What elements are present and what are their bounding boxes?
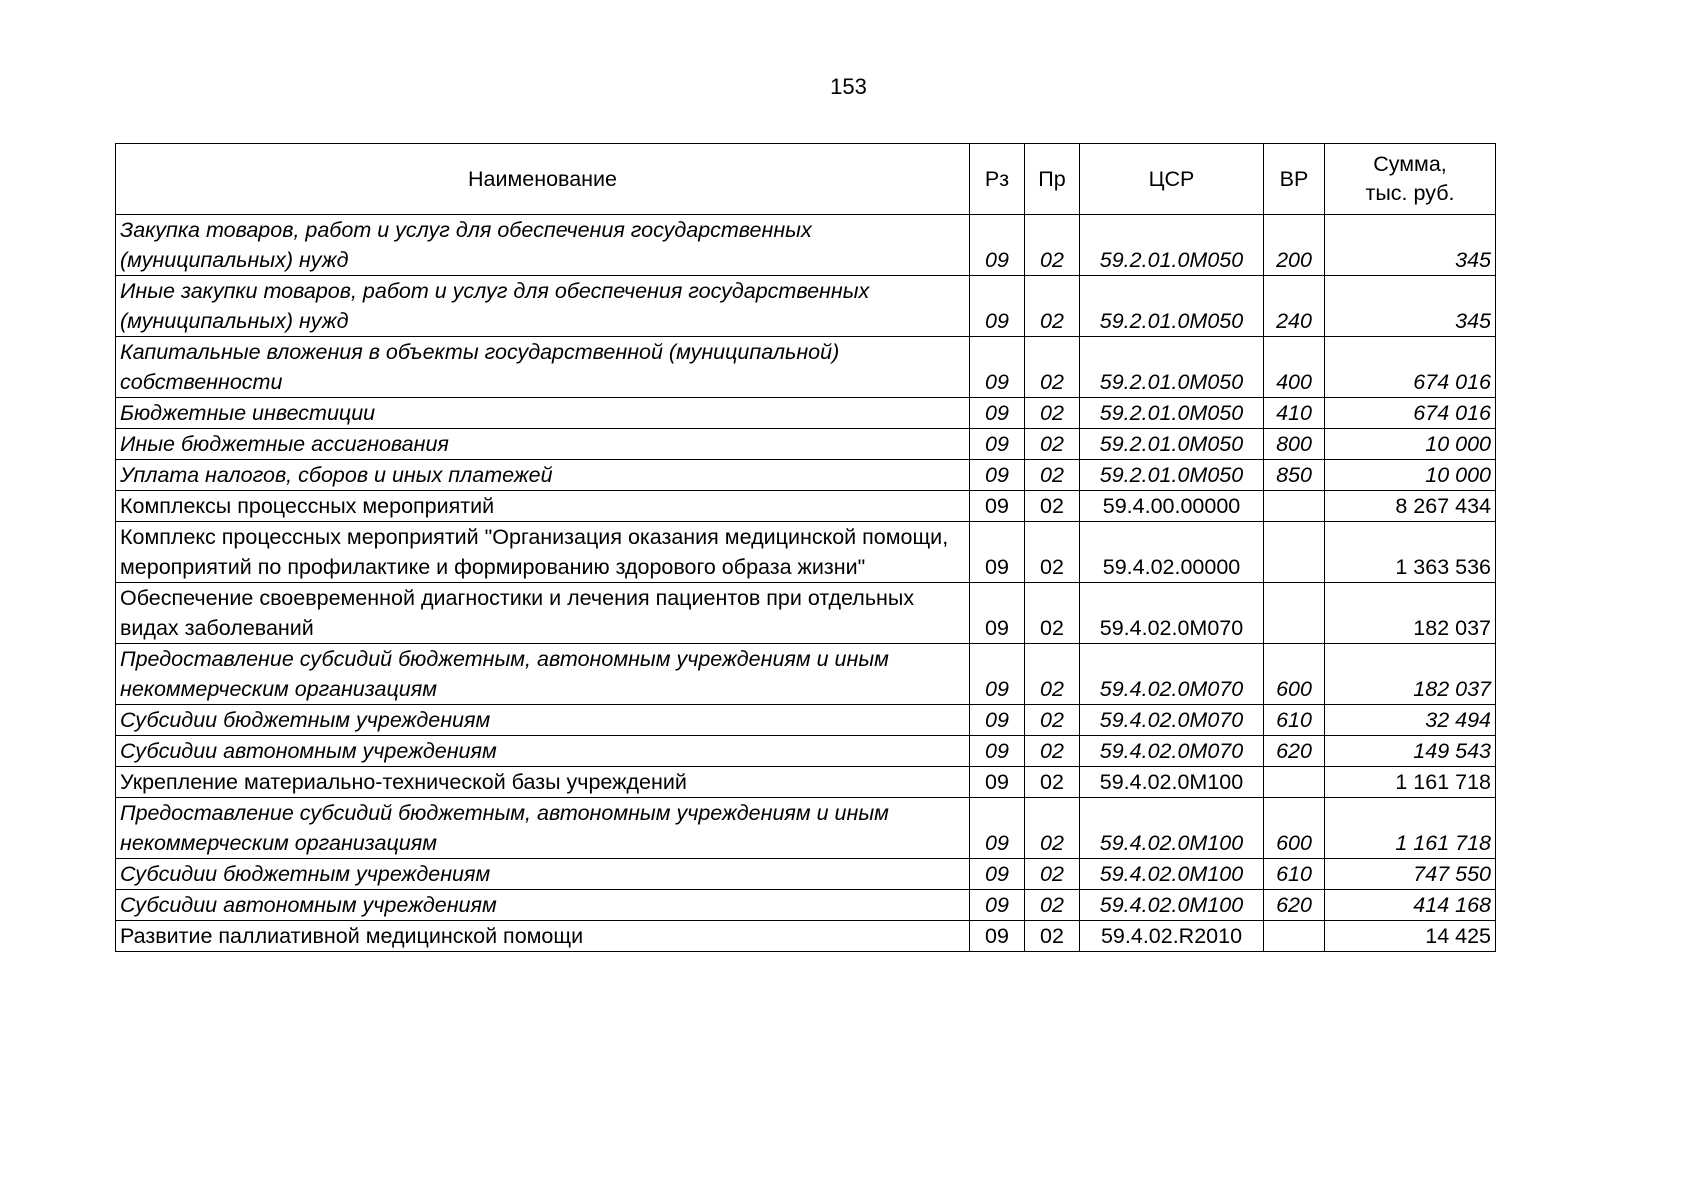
cell-rz: 09 — [970, 522, 1025, 583]
cell-pr: 02 — [1025, 337, 1080, 398]
cell-rz: 09 — [970, 337, 1025, 398]
cell-csr: 59.4.00.00000 — [1080, 491, 1264, 522]
cell-rz: 09 — [970, 921, 1025, 952]
cell-csr: 59.4.02.0М100 — [1080, 798, 1264, 859]
cell-vr: 600 — [1264, 644, 1325, 705]
cell-pr: 02 — [1025, 736, 1080, 767]
table-row — [116, 890, 1496, 921]
table-row — [116, 429, 1496, 460]
cell-vr: 400 — [1264, 337, 1325, 398]
table-row — [116, 337, 1496, 398]
cell-rz: 09 — [970, 736, 1025, 767]
cell-csr: 59.2.01.0М050 — [1080, 215, 1264, 276]
table-row — [116, 583, 1496, 644]
header-rz: Рз — [970, 144, 1025, 215]
table-row — [116, 398, 1496, 429]
table-body — [116, 215, 1496, 952]
cell-sum: 345 — [1325, 276, 1496, 337]
cell-rz: 09 — [970, 798, 1025, 859]
cell-sum: 345 — [1325, 215, 1496, 276]
cell-name: Иные бюджетные ассигнования — [116, 429, 970, 460]
table-header — [116, 144, 1496, 215]
cell-vr: 600 — [1264, 798, 1325, 859]
table-row — [116, 859, 1496, 890]
budget-table — [115, 143, 1496, 952]
cell-vr: 240 — [1264, 276, 1325, 337]
cell-rz: 09 — [970, 460, 1025, 491]
cell-pr: 02 — [1025, 921, 1080, 952]
cell-name: Предоставление субсидий бюджетным, автономным учреждениям и иным некоммерческим организациям — [116, 798, 970, 859]
table-row — [116, 798, 1496, 859]
table-row — [116, 921, 1496, 952]
cell-csr: 59.2.01.0М050 — [1080, 398, 1264, 429]
cell-csr: 59.4.02.0М100 — [1080, 859, 1264, 890]
cell-pr: 02 — [1025, 276, 1080, 337]
cell-pr: 02 — [1025, 491, 1080, 522]
cell-sum: 14 425 — [1325, 921, 1496, 952]
header-sum-line2: тыс. руб. — [1365, 181, 1455, 205]
table-row — [116, 460, 1496, 491]
cell-vr: 850 — [1264, 460, 1325, 491]
cell-sum: 8 267 434 — [1325, 491, 1496, 522]
table-row — [116, 705, 1496, 736]
cell-sum: 674 016 — [1325, 337, 1496, 398]
header-row — [116, 144, 1496, 215]
cell-sum: 414 168 — [1325, 890, 1496, 921]
cell-vr: 200 — [1264, 215, 1325, 276]
cell-name: Укрепление материально-технической базы учреждений — [116, 767, 970, 798]
cell-pr: 02 — [1025, 798, 1080, 859]
cell-sum: 10 000 — [1325, 460, 1496, 491]
cell-rz: 09 — [970, 398, 1025, 429]
cell-csr: 59.2.01.0М050 — [1080, 460, 1264, 491]
cell-pr: 02 — [1025, 767, 1080, 798]
cell-sum: 1 161 718 — [1325, 798, 1496, 859]
cell-sum: 747 550 — [1325, 859, 1496, 890]
cell-pr: 02 — [1025, 644, 1080, 705]
cell-csr: 59.4.02.0М070 — [1080, 705, 1264, 736]
cell-name: Субсидии автономным учреждениям — [116, 890, 970, 921]
table-row — [116, 491, 1496, 522]
cell-sum: 1 363 536 — [1325, 522, 1496, 583]
header-sum — [1325, 144, 1496, 215]
cell-csr: 59.4.02.0М100 — [1080, 767, 1264, 798]
cell-name: Иные закупки товаров, работ и услуг для обеспечения государственных (муниципальных) нужд — [116, 276, 970, 337]
header-vr: ВР — [1264, 144, 1325, 215]
table-row — [116, 215, 1496, 276]
cell-csr: 59.4.02.0М070 — [1080, 644, 1264, 705]
cell-pr: 02 — [1025, 215, 1080, 276]
cell-rz: 09 — [970, 890, 1025, 921]
cell-name: Обеспечение своевременной диагностики и лечения пациентов при отдельных видах заболеваний — [116, 583, 970, 644]
cell-csr: 59.2.01.0М050 — [1080, 337, 1264, 398]
cell-csr: 59.4.02.0М070 — [1080, 736, 1264, 767]
cell-sum: 1 161 718 — [1325, 767, 1496, 798]
cell-vr: 610 — [1264, 859, 1325, 890]
cell-vr: 620 — [1264, 736, 1325, 767]
cell-vr — [1264, 583, 1325, 644]
table-row — [116, 736, 1496, 767]
cell-sum: 674 016 — [1325, 398, 1496, 429]
cell-pr: 02 — [1025, 890, 1080, 921]
cell-rz: 09 — [970, 429, 1025, 460]
page-number: 153 — [830, 74, 867, 99]
cell-csr: 59.4.02.0М070 — [1080, 583, 1264, 644]
cell-rz: 09 — [970, 276, 1025, 337]
cell-sum: 32 494 — [1325, 705, 1496, 736]
cell-csr: 59.2.01.0М050 — [1080, 276, 1264, 337]
cell-rz: 09 — [970, 705, 1025, 736]
cell-rz: 09 — [970, 215, 1025, 276]
cell-vr: 410 — [1264, 398, 1325, 429]
cell-name: Субсидии бюджетным учреждениям — [116, 859, 970, 890]
cell-rz: 09 — [970, 767, 1025, 798]
table-row — [116, 644, 1496, 705]
header-name: Наименование — [116, 144, 970, 215]
cell-name: Закупка товаров, работ и услуг для обеспечения государственных (муниципальных) нужд — [116, 215, 970, 276]
cell-vr: 610 — [1264, 705, 1325, 736]
cell-name: Субсидии автономным учреждениям — [116, 736, 970, 767]
cell-vr — [1264, 491, 1325, 522]
cell-sum: 182 037 — [1325, 583, 1496, 644]
cell-name: Бюджетные инвестиции — [116, 398, 970, 429]
cell-sum: 182 037 — [1325, 644, 1496, 705]
header-sum-line1: Сумма, — [1373, 152, 1447, 176]
cell-name: Предоставление субсидий бюджетным, автономным учреждениям и иным некоммерческим организациям — [116, 644, 970, 705]
table-row — [116, 522, 1496, 583]
cell-rz: 09 — [970, 644, 1025, 705]
cell-pr: 02 — [1025, 705, 1080, 736]
cell-pr: 02 — [1025, 522, 1080, 583]
cell-sum: 10 000 — [1325, 429, 1496, 460]
cell-sum: 149 543 — [1325, 736, 1496, 767]
cell-csr: 59.2.01.0М050 — [1080, 429, 1264, 460]
header-pr: Пр — [1025, 144, 1080, 215]
cell-rz: 09 — [970, 491, 1025, 522]
cell-pr: 02 — [1025, 460, 1080, 491]
cell-pr: 02 — [1025, 583, 1080, 644]
cell-rz: 09 — [970, 583, 1025, 644]
cell-name: Развитие паллиативной медицинской помощи — [116, 921, 970, 952]
cell-pr: 02 — [1025, 859, 1080, 890]
cell-name: Комплексы процессных мероприятий — [116, 491, 970, 522]
cell-vr: 800 — [1264, 429, 1325, 460]
table-row — [116, 276, 1496, 337]
cell-vr — [1264, 522, 1325, 583]
cell-vr — [1264, 921, 1325, 952]
cell-pr: 02 — [1025, 398, 1080, 429]
cell-rz: 09 — [970, 859, 1025, 890]
table-row — [116, 767, 1496, 798]
cell-name: Капитальные вложения в объекты государственной (муниципальной) собственности — [116, 337, 970, 398]
cell-name: Субсидии бюджетным учреждениям — [116, 705, 970, 736]
header-csr: ЦСР — [1080, 144, 1264, 215]
cell-vr: 620 — [1264, 890, 1325, 921]
cell-csr: 59.4.02.0М100 — [1080, 890, 1264, 921]
cell-vr — [1264, 767, 1325, 798]
cell-name: Комплекс процессных мероприятий "Организация оказания медицинской помощи, мероприятий по профилактике и формированию здорового образа жизни" — [116, 522, 970, 583]
cell-pr: 02 — [1025, 429, 1080, 460]
cell-csr: 59.4.02.R2010 — [1080, 921, 1264, 952]
cell-csr: 59.4.02.00000 — [1080, 522, 1264, 583]
cell-name: Уплата налогов, сборов и иных платежей — [116, 460, 970, 491]
